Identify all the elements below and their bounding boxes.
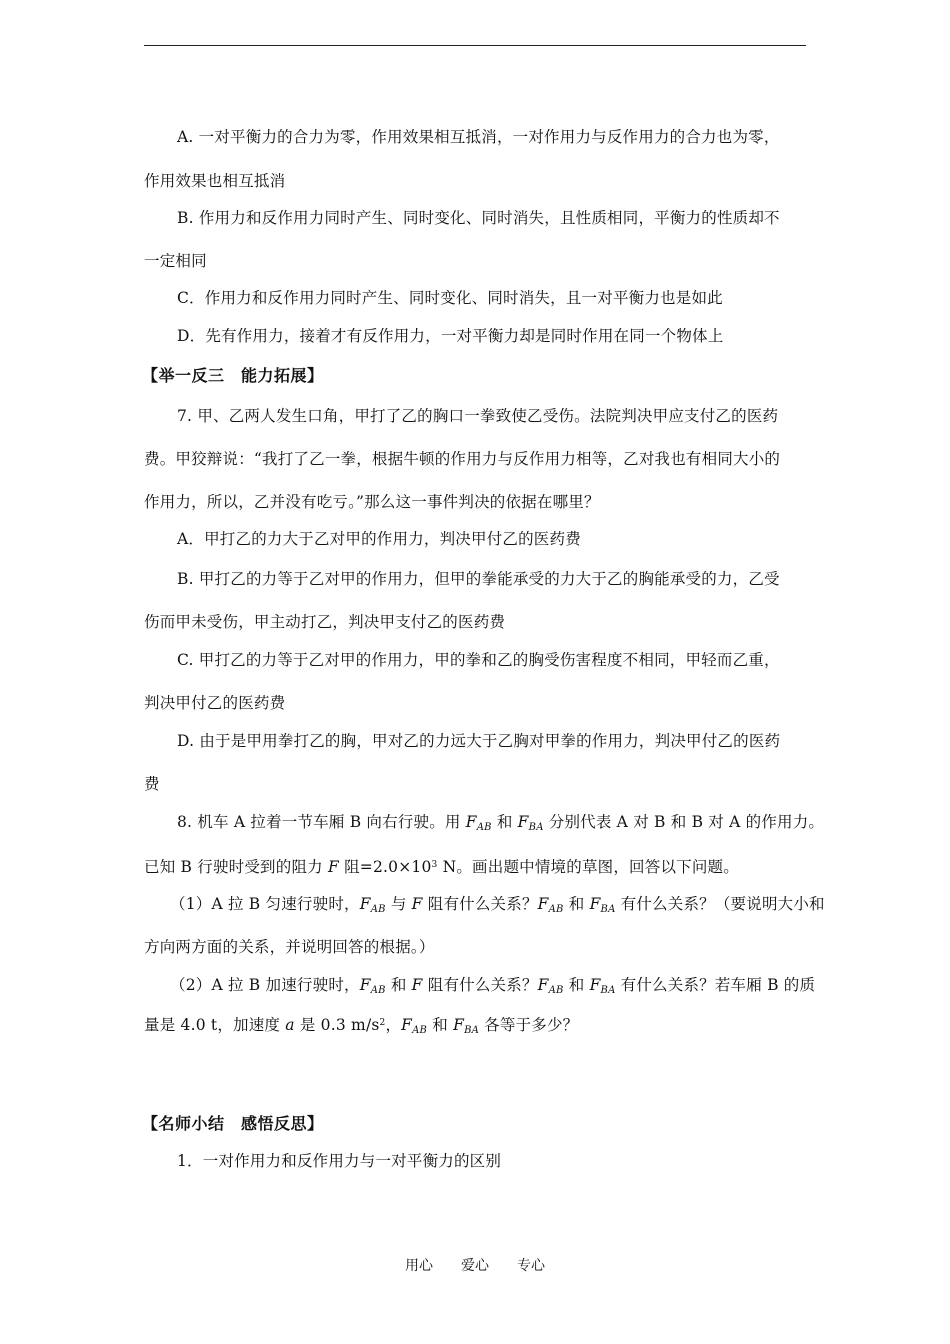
subscript-ab: AB: [370, 904, 386, 915]
symbol-f: F: [411, 895, 423, 913]
q8-part2-line1: [170, 975, 815, 1001]
q6-option-a-line1: A. 一对平衡力的合力为零，作用效果相互抵消，一对作用力与反作用力的合力也为零，: [177, 128, 780, 146]
subscript-ab: AB: [548, 985, 564, 996]
q7-option-b-line2: 伤而甲未受伤，甲主动打乙，判决甲支付乙的医药费: [144, 613, 506, 631]
superscript-3: 3: [431, 860, 438, 870]
symbol-f: F: [517, 813, 529, 831]
q6-option-d: D．先有作用力，接着才有反作用力，一对平衡力却是同时作用在同一个物体上: [177, 327, 724, 345]
q8-text: 和: [385, 976, 412, 994]
q8-text: 和: [427, 1016, 454, 1034]
q8-text: （1）A 拉 B 匀速行驶时，: [170, 895, 360, 913]
q8-text: 有什么关系？若车厢 B 的质: [615, 976, 816, 994]
symbol-f: F: [401, 1016, 413, 1034]
symbol-f: F: [537, 976, 549, 994]
q7-option-c-line2: 判决甲付乙的医药费: [144, 694, 286, 712]
q8-text: 分别代表 A 对 B 和 B 对 A 的作用力。: [543, 813, 825, 831]
q8-text: 8. 机车 A 拉着一节车厢 B 向右行驶。用: [177, 813, 466, 831]
q8-text: 阻=2.0×10: [338, 858, 432, 876]
subscript-ab: AB: [548, 904, 564, 915]
symbol-a: a: [285, 1016, 295, 1034]
q8-part1-line1: [170, 894, 825, 920]
symbol-f: F: [589, 895, 601, 913]
q8-part1-line2: 方向两方面的关系，并说明回答的根据。）: [144, 938, 435, 956]
q7-stem-line2: 费。甲狡辩说：“我打了乙一拳，根据牛顿的作用力与反作用力相等，乙对我也有相同大小的: [144, 450, 781, 468]
q8-text: 和: [563, 895, 590, 913]
page-footer: 用心 爱心 专心: [405, 1258, 545, 1274]
symbol-f: F: [327, 858, 339, 876]
q8-text: N。画出题中情境的草图，回答以下问题。: [437, 858, 739, 876]
section-heading-summary: 【名师小结 感悟反思】: [142, 1114, 324, 1133]
symbol-f: F: [359, 976, 371, 994]
q8-stem-line1: [177, 812, 824, 838]
q7-option-d-line1: D. 由于是甲用拳打乙的胸，甲对乙的力远大于乙胸对甲拳的作用力，判决甲付乙的医药: [177, 732, 781, 750]
subscript-ab: AB: [476, 822, 492, 833]
subscript-ba: BA: [600, 985, 616, 996]
q8-stem-line2: [144, 855, 739, 877]
subscript-ab: AB: [370, 985, 386, 996]
q7-option-d-line2: 费: [144, 775, 160, 793]
q8-text: 是 0.3 m/s: [294, 1016, 380, 1034]
q6-option-c: C．作用力和反作用力同时产生、同时变化、同时消失，且一对平衡力也是如此: [177, 289, 723, 307]
q7-stem-line3: 作用力，所以，乙并没有吃亏。”那么这一事件判决的依据在哪里？: [144, 493, 600, 511]
subscript-ba: BA: [464, 1025, 480, 1036]
q8-text: 和: [491, 813, 518, 831]
q8-text: 和: [563, 976, 590, 994]
q8-text: 阻有什么关系？: [422, 895, 538, 913]
q7-option-b-line1: B. 甲打乙的力等于乙对甲的作用力，但甲的拳能承受的力大于乙的胸能承受的力，乙受: [177, 570, 780, 588]
q7-option-a: A．甲打乙的力大于乙对甲的作用力，判决甲付乙的医药费: [177, 530, 581, 548]
symbol-f: F: [589, 976, 601, 994]
symbol-f: F: [453, 1016, 465, 1034]
q7-option-c-line1: C. 甲打乙的力等于乙对甲的作用力，甲的拳和乙的胸受伤害程度不相同，甲轻而乙重，: [177, 651, 780, 669]
q6-option-a-line2: 作用效果也相互抵消: [144, 172, 286, 190]
summary-item-1: 1．一对作用力和反作用力与一对平衡力的区别: [177, 1152, 502, 1170]
subscript-ab: AB: [412, 1025, 428, 1036]
q8-text: 阻有什么关系？: [422, 976, 538, 994]
section-heading-practice: 【举一反三 能力拓展】: [142, 366, 324, 385]
q8-text: 已知 B 行驶时受到的阻力: [144, 858, 328, 876]
q8-text: （2）A 拉 B 加速行驶时，: [170, 976, 360, 994]
symbol-f: F: [359, 895, 371, 913]
q8-text: 各等于多少？: [479, 1016, 579, 1034]
q8-text: 有什么关系？（要说明大小和: [615, 895, 825, 913]
q6-option-b-line1: B. 作用力和反作用力同时产生、同时变化、同时消失，且性质相同，平衡力的性质却不: [177, 209, 780, 227]
q8-text: 量是 4.0 t，加速度: [144, 1016, 286, 1034]
header-rule: [144, 45, 806, 46]
superscript-2: 2: [379, 1018, 386, 1028]
q8-text: 与: [385, 895, 412, 913]
q8-text: ，: [385, 1016, 402, 1034]
q8-part2-line2: [144, 1013, 578, 1041]
symbol-f: F: [465, 813, 477, 831]
subscript-ba: BA: [528, 822, 544, 833]
q7-stem-line1: 7. 甲、乙两人发生口角，甲打了乙的胸口一拳致使乙受伤。法院判决甲应支付乙的医药: [177, 407, 779, 425]
q6-option-b-line2: 一定相同: [144, 252, 207, 270]
symbol-f: F: [411, 976, 423, 994]
subscript-ba: BA: [600, 904, 616, 915]
symbol-f: F: [537, 895, 549, 913]
